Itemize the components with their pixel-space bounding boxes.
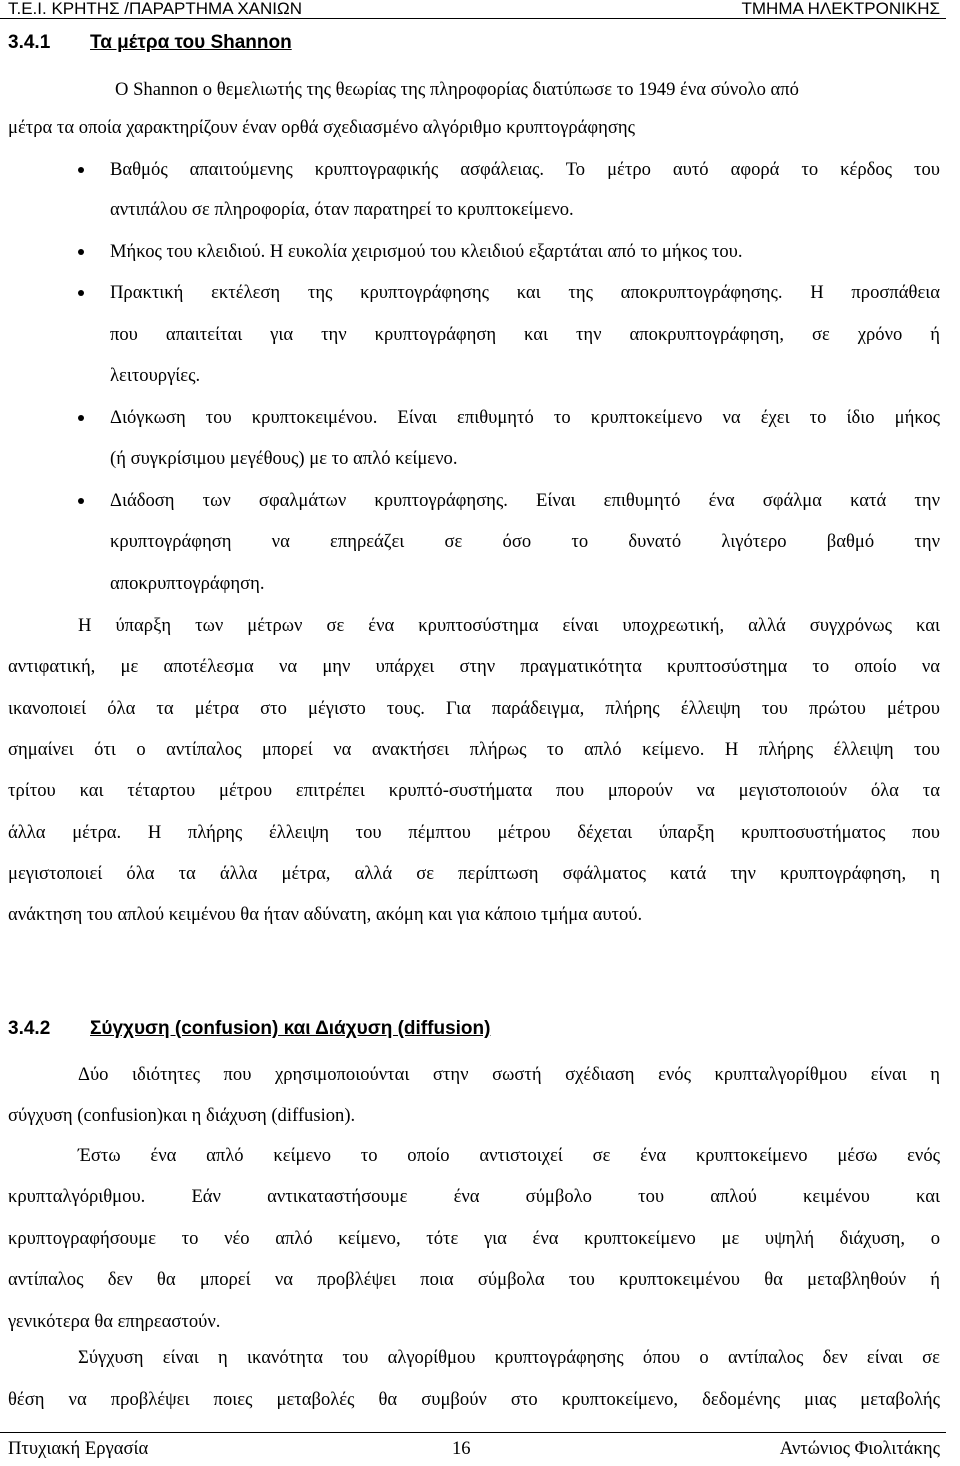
section-number: 3.4.1	[8, 32, 51, 53]
para1-line: άλλα μέτρα. Η πλήρης έλλειψη του πέμπτου μέτρου δέχεται ύπαρξη κρυπτοσυστήματος που	[8, 822, 940, 843]
para2-line: Δύο ιδιότητες που χρησιμοποιούνται στην σωστή σχέδιαση ενός κρυπταλγορίθμου είναι η	[78, 1064, 940, 1085]
section-heading-3-4-1	[8, 32, 292, 54]
bullets-line: Διόγκωση του κρυπτοκειμένου. Είναι επιθυμητό το κρυπτοκείμενο να έχει το ίδιο μήκος	[110, 407, 940, 428]
bullets-line: (ή συγκρίσιμου μεγέθους) με το απλό κείμενο.	[110, 448, 458, 469]
bullet-icon	[78, 415, 84, 421]
para3-line: κρυπτογραφήσουμε το νέο απλό κείμενο, τότε για ένα κρυπτοκείμενο με υψηλή διάχυση, ο	[8, 1228, 940, 1249]
bullets-line: κρυπτογράφηση να επηρεάζει σε όσο το δυνατό λιγότερο βαθμό την	[110, 531, 940, 552]
para3-line: κρυπταλγόριθμου. Εάν αντικαταστήσουμε ένα σύμβολο του απλού κειμένου και	[8, 1186, 940, 1207]
para3-line: Έστω ένα απλό κείμενο το οποίο αντιστοιχεί σε ένα κρυπτοκείμενο μέσω ενός	[78, 1145, 940, 1166]
page-header	[0, 0, 946, 19]
footer-thesis-label: Πτυχιακή Εργασία	[8, 1438, 149, 1459]
footer-author: Αντώνιος Φιολιτάκης	[779, 1438, 940, 1459]
bullets-line: Βαθμός απαιτούμενης κρυπτογραφικής ασφάλειας. Το μέτρο αυτό αφορά το κέρδος του	[110, 159, 940, 180]
page-number: 16	[452, 1438, 471, 1459]
para1-line: αντιφατική, με αποτέλεσμα να μην υπάρχει στην πραγματικότητα κρυπτοσύστημα το οποίο να	[8, 656, 940, 677]
header-institution: T.E.I. ΚΡΗΤΗΣ /ΠΑΡΑΡΤΗΜΑ ΧΑΝΙΩΝ	[8, 0, 303, 18]
bullets-line: Πρακτική εκτέλεση της κρυπτογράφησης και της αποκρυπτογράφησης. Η προσπάθεια	[110, 282, 940, 303]
section-title: Τα μέτρα του Shannon	[90, 32, 292, 53]
intro-line: μέτρα τα οποία χαρακτηρίζουν έναν ορθά σχεδιασμένο αλγόριθμο κρυπτογράφησης	[8, 117, 635, 138]
bullet-icon	[78, 249, 84, 255]
para1-line: ανάκτηση του απλού κειμένου θα ήταν αδύνατη, ακόμη και για κάποιο τμήμα αυτού.	[8, 904, 643, 925]
page-footer	[0, 1432, 946, 1463]
para1-line: Η ύπαρξη των μέτρων σε ένα κρυπτοσύστημα είναι υποχρεωτική, αλλά συγχρόνως και	[78, 615, 940, 636]
para2-line: σύγχυση (confusion)και η διάχυση (diffusion).	[8, 1105, 356, 1126]
para4-line: Σύγχυση είναι η ικανότητα του αλγορίθμου κρυπτογράφησης όπου ο αντίπαλος δεν είναι σε	[78, 1347, 940, 1368]
bullet-icon	[78, 167, 84, 173]
para1-line: ικανοποιεί όλα τα μέτρα στο μέγιστο τους. Για παράδειγμα, πλήρης έλλειψη του πρώτου μέτρου	[8, 698, 940, 719]
para1-line: σημαίνει ότι ο αντίπαλος μπορεί να ανακτήσει πλήρως το απλό κείμενο. Η πλήρης έλλειψη του	[8, 739, 940, 760]
para1-line: τρίτου και τέταρτου μέτρου επιτρέπει κρυπτό-συστήματα που μπορούν να μεγιστοποιούν όλα τα	[8, 780, 940, 801]
bullets-line: που απαιτείται για την κρυπτογράφηση και την αποκρυπτογράφηση, σε χρόνο ή	[110, 324, 940, 345]
para4-line: θέση να προβλέψει ποιες μεταβολές θα συμβούν στο κρυπτοκείμενο, δεδομένης μιας μεταβολής	[8, 1389, 940, 1410]
bullets-line: αντιπάλου σε πληροφορία, όταν παρατηρεί το κρυπτοκείμενο.	[110, 199, 574, 220]
header-department: ΤΜΗΜΑ ΗΛΕΚΤΡΟΝΙΚΗΣ	[741, 0, 940, 18]
section-heading-3-4-2	[8, 1018, 490, 1040]
bullets-line: λειτουργίες.	[110, 365, 201, 386]
bullet-icon	[78, 498, 84, 504]
section-title: Σύγχυση (confusion) και Διάχυση (diffusion)	[90, 1018, 491, 1039]
para3-line: γενικότερα θα επηρεαστούν.	[8, 1311, 221, 1332]
section-number: 3.4.2	[8, 1018, 51, 1039]
para3-line: αντίπαλος δεν θα μπορεί να προβλέψει ποια σύμβολα του κρυπτοκειμένου θα μεταβληθούν ή	[8, 1269, 940, 1290]
bullets-line: Μήκος του κλειδιού. Η ευκολία χειρισμού του κλειδιού εξαρτάται από το μήκος του.	[110, 241, 743, 262]
para1-line: μεγιστοποιεί όλα τα άλλα μέτρα, αλλά σε περίπτωση σφάλματος κατά την κρυπτογράφηση, η	[8, 863, 940, 884]
intro-line: Ο Shannon ο θεμελιωτής της θεωρίας της πληροφορίας διατύπωσε το 1949 ένα σύνολο από	[115, 79, 799, 100]
bullet-icon	[78, 290, 84, 296]
bullets-line: αποκρυπτογράφηση.	[110, 573, 265, 594]
bullets-line: Διάδοση των σφαλμάτων κρυπτογράφησης. Είναι επιθυμητό ένα σφάλμα κατά την	[110, 490, 940, 511]
